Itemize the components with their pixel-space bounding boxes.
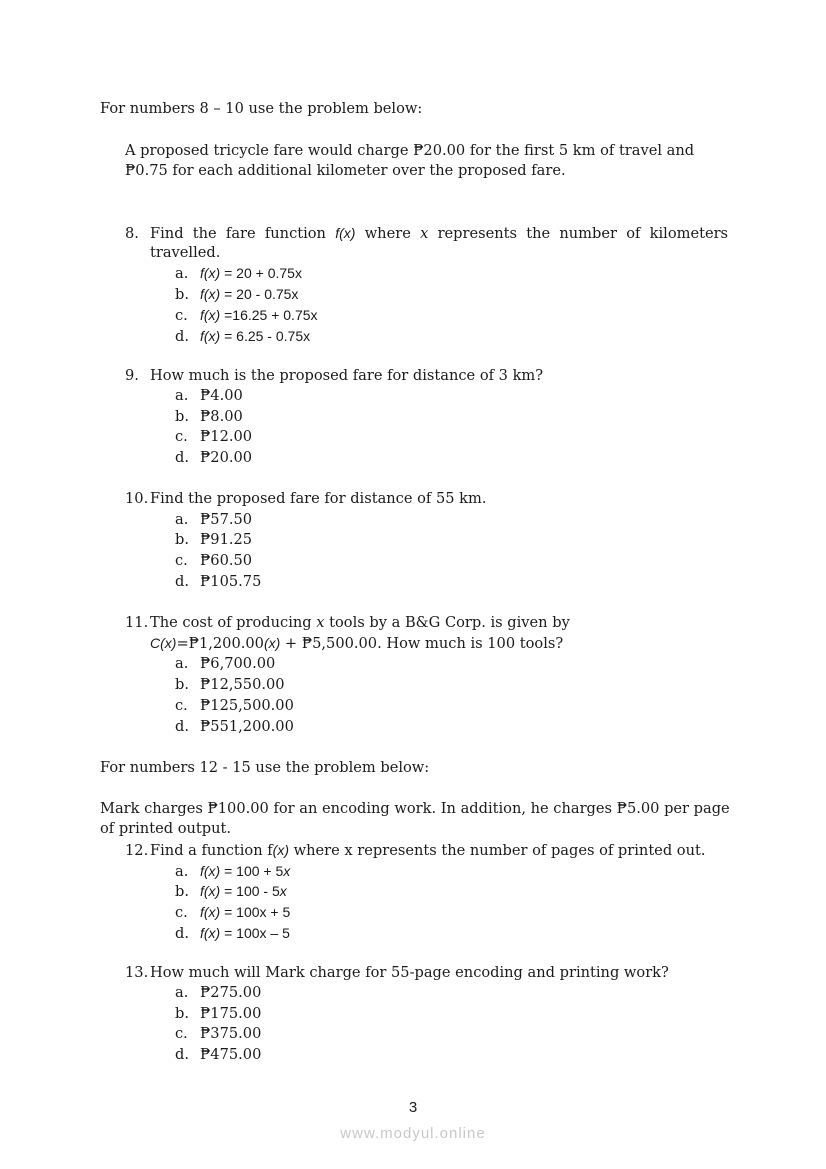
option[interactable]: c. ₱12.00 <box>175 428 253 445</box>
question-12: 12. Find a function f(x) where x represents the number of pages of printed out. <box>125 842 706 859</box>
option[interactable]: a. ₱6,700.00 <box>175 655 276 672</box>
option[interactable]: c. ₱375.00 <box>175 1025 262 1042</box>
option[interactable]: c. ₱125,500.00 <box>175 697 294 714</box>
problem-text: Mark charges ₱100.00 for an encoding work. In addition, he charges ₱5.00 per page <box>100 800 730 817</box>
question-11: 11. The cost of producing x tools by a B&G Corp. is given by <box>125 614 570 631</box>
problem-text: ₱0.75 for each additional kilometer over the proposed fare. <box>125 162 566 179</box>
option[interactable]: d. ₱475.00 <box>175 1046 262 1063</box>
option[interactable]: a. ₱4.00 <box>175 387 243 404</box>
option[interactable]: c. f(x) = 100x + 5 <box>175 904 291 921</box>
option[interactable]: b. f(x) = 20 - 0.75x <box>175 286 299 303</box>
option[interactable]: a. ₱275.00 <box>175 984 262 1001</box>
option[interactable]: d. f(x) = 100x – 5 <box>175 925 290 942</box>
option[interactable]: a. ₱57.50 <box>175 511 253 528</box>
option[interactable]: d. ₱551,200.00 <box>175 718 294 735</box>
option[interactable]: b. ₱12,550.00 <box>175 676 285 693</box>
question-13: 13. How much will Mark charge for 55-page encoding and printing work? <box>125 964 669 981</box>
option[interactable]: d. ₱20.00 <box>175 449 253 466</box>
problem-text: of printed output. <box>100 820 231 837</box>
problem-text: A proposed tricycle fare would charge ₱20.00 for the first 5 km of travel and <box>125 142 695 159</box>
page-number: 3 <box>408 1099 418 1116</box>
option[interactable]: d. ₱105.75 <box>175 573 262 590</box>
question-11-cont: C(x)=₱1,200.00(x) + ₱5,500.00. How much is 100 tools? <box>150 635 564 652</box>
option[interactable]: a. f(x) = 20 + 0.75x <box>175 265 302 282</box>
watermark: www.modyul.online <box>340 1125 486 1142</box>
question-8-cont: travelled. <box>150 244 221 261</box>
intro-8-10: For numbers 8 – 10 use the problem below: <box>100 100 423 117</box>
option[interactable]: b. ₱8.00 <box>175 408 243 425</box>
option[interactable]: b. ₱175.00 <box>175 1005 262 1022</box>
question-9: 9. How much is the proposed fare for distance of 3 km? <box>125 367 544 384</box>
option[interactable]: c. ₱60.50 <box>175 552 253 569</box>
option[interactable]: a. f(x) = 100 + 5x <box>175 863 291 880</box>
question-10: 10. Find the proposed fare for distance of 55 km. <box>125 490 487 507</box>
option[interactable]: c. f(x) =16.25 + 0.75x <box>175 307 318 324</box>
option[interactable]: b. f(x) = 100 - 5x <box>175 883 287 900</box>
option[interactable]: d. f(x) = 6.25 - 0.75x <box>175 328 311 345</box>
option[interactable]: b. ₱91.25 <box>175 531 253 548</box>
intro-12-15: For numbers 12 - 15 use the problem below: <box>100 759 430 776</box>
question-8: 8. Find the fare function f(x) where x represents the number of kilometers <box>125 225 729 242</box>
